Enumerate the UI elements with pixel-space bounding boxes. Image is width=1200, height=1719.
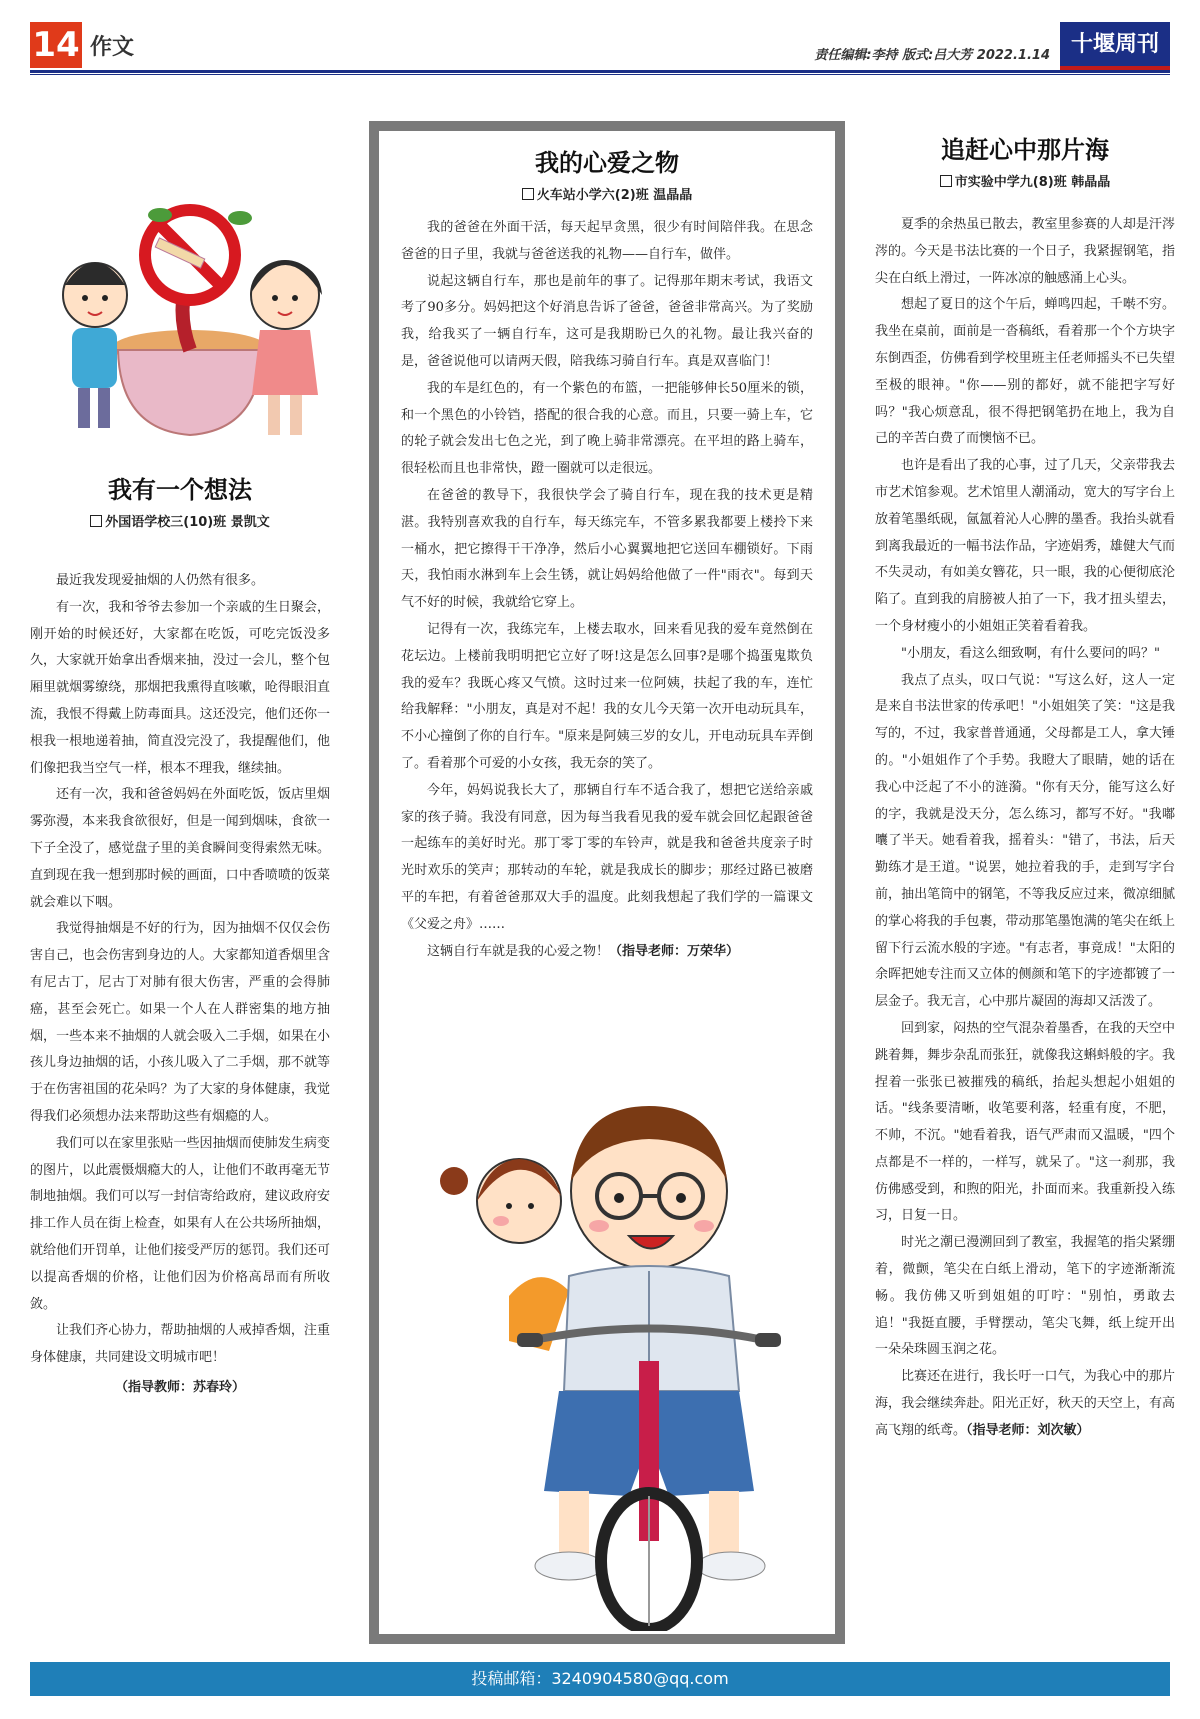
article-byline: 火车站小学六(2)班 温晶晶 [401,184,813,203]
editor-info: 责任编辑:李持 版式:吕大芳 2022.1.14 [814,48,1050,63]
paragraph: 说起这辆自行车，那也是前年的事了。记得那年期末考试，我语文考了90多分。妈妈把这个好消息告诉了爸爸，爸爸非常高兴。为了奖励我，给我买了一辆自行车，这可是我期盼已久的礼物。最让我兴奋的是，爸爸说他可以请两天假，陪我练习骑自行车。真是双喜临门！ [401,273,813,369]
paragraph: 时光之潮已漫溯回到了教室，我握笔的指尖紧绷着，微颤，笔尖在白纸上滑动，笔下的字迹渐渐流畅。我仿佛又听到姐姐的叮咛："别怕，勇敢去追！"我挺直腰，手臂摆动，笔尖飞舞，纸上绽开出一朵朵珠圆玉润之花。 [875,1235,1175,1358]
paragraph: 我的车是红色的，有一个紫色的布篮，一把能够伸长50厘米的锁，和一个黑色的小铃铛，搭配的很合我的心意。而且，只要一骑上车，它的轮子就会发出七色之光，到了晚上骑非常漂亮。在平坦的路上骑车，很轻松而且也非常快，蹬一圈就可以走很远。 [401,380,813,477]
paragraph: 今年，妈妈说我长大了，那辆自行车不适合我了，想把它送给亲戚家的孩子骑。我没有同意，因为每当我看见我的爱车就会回忆起跟爸爸一起练车的美好时光。那丁零丁零的车铃声，就是我和爸爸共度亲子时光时欢乐的笑声；那转动的车轮，就是我成长的脚步；那经过路已被磨平的车把，有着爸爸那双大手的温度。此刻我想起了我们学的一篇课文《父爱之舟》…… [401,782,813,932]
page-number: 14 [30,22,82,68]
header-divider [30,70,1170,73]
paragraph: 有一次，我和爷爷去参加一个亲戚的生日聚会，刚开始的时候还好，大家都在吃饭，可吃完饭没多久，大家就开始拿出香烟来抽，没过一会儿，整个包厢里就烟雾缭绕，那烟把我熏得直咳嗽，呛得眼泪直流，我恨不得戴上防毒面具。这还没完，他们还你一根我一根地递着抽，简直没完没了，我提醒他们，他们像把我当空气一样，根本不理我，继续抽。 [30,599,330,776]
byline-box-icon [940,175,952,187]
article-body [30,568,330,1395]
article-title: 追赶心中那片海 [941,135,1109,164]
paragraph: 我的爸爸在外面干活，每天起早贪黑，很少有时间陪伴我。在思念爸爸的日子里，我就与爸爸送我的礼物——自行车，做伴。 [401,220,813,262]
paragraph: 还有一次，我和爸爸妈妈在外面吃饭，饭店里烟雾弥漫，本来我食欲很好，但是一闻到烟味，食欲一下子全没了，感觉盘子里的美食瞬间变得索然无味。直到现在我一想到那时候的画面，口中香喷喷的饭菜就会难以下咽。 [30,787,330,910]
paragraph: 在爸爸的教导下，我很快学会了骑自行车，现在我的技术更是精湛。我特别喜欢我的自行车，每天练完车，不管多累我都要上楼拎下来一桶水，把它擦得干干净净，然后小心翼翼地把它送回车棚锁好。下雨天，我怕雨水淋到车上会生锈，就让妈妈给他做了一件"雨衣"。每到天气不好的时候，我就给它穿上。 [401,487,813,611]
article-title: 我的心爱之物 [535,148,679,177]
paragraph: 比赛还在进行，我长吁一口气，为我心中的那片海，我会继续奔赴。阳光正好，秋天的天空上，有高高飞翔的纸鸢。（指导老师：刘次敏） [875,1369,1175,1438]
bicycle-illustration [419,1061,819,1631]
section-name: 作文 [90,35,135,60]
page-header [30,22,1170,70]
paragraph: 想起了夏日的这个午后，蝉鸣四起，千啭不穷。我坐在桌前，面前是一沓稿纸，看着那一个个方块字东倒西歪，仿佛看到学校里班主任老师摇头不已失望至极的眼神。"你——别的都好，就不能把字写好吗？"我心烦意乱，很不得把钢笔扔在地上，我为自己的辛苦白费了而懊恼不已。 [875,297,1175,447]
article-byline: 外国语学校三(10)班 景凯文 [30,511,330,530]
paragraph: 回到家，闷热的空气混杂着墨香，在我的天空中跳着舞，舞步杂乱而张狂，就像我这蝌蚪般的字。我捏着一张张已被摧残的稿纸，抬起头想起小姐姐的话。"线条要清晰，收笔要利落，轻重有度，不肥，不帅，不沉。"她看着我，语气严肃而又温暖，"四个点都是不一样的，一样写，就呆了。"这一刹那，我仿佛感受到，和煦的阳光，扑面而来。我重新投入练习，日复一日。 [875,1020,1175,1224]
article-title: 我有一个想法 [108,475,252,504]
byline-box-icon [522,188,534,200]
article-body [875,212,1175,1445]
paragraph: 让我们齐心协力，帮助抽烟的人戒掉香烟，注重身体健康，共同建设文明城市吧！ [30,1323,330,1366]
paragraph: 夏季的余热虽已散去，教室里参赛的人却是汗涔涔的。今天是书法比赛的一个日子，我紧握钢笔，指尖在白纸上滑过，一阵冰凉的触感涌上心头。 [875,217,1175,286]
paragraph: 记得有一次，我练完车，上楼去取水，回来看见我的爱车竟然倒在花坛边。上楼前我明明把它立好了呀!这是怎么回事?是哪个捣蛋鬼欺负我的爱车？我既心疼又气愤。这时过来一位阿姨，扶起了我的车，连忙给我解释："小朋友，真是对不起！我的女儿今天第一次开电动玩具车，不小心撞倒了你的自行车。"原来是阿姨三岁的女儿，开电动玩具车弄倒了。看着那个可爱的小女孩，我无奈的笑了。 [401,621,813,771]
article-byline: 市实验中学九(8)班 韩晶晶 [875,171,1175,190]
middle-article [401,143,813,965]
left-article [30,470,330,1395]
paragraph: 我点了点头，叹口气说："写这么好，这人一定是来自书法世家的传承吧！"小姐姐笑了笑："这是我写的，不过，我家普普通通，父母都是工人，拿大锤的。"小姐姐作了个手势。我瞪大了眼睛，她的话在我心中泛起了不小的涟漪。"你有天分，能写这么好的字，我就是没天分，怎么练习，都写不好。"我嘟囔了半天。她看着我，摇着头："错了，书法，后天勤练才是王道。"说罢，她拉着我的手，走到写字台前，抽出笔筒中的钢笔，不等我反应过来，微凉细腻的掌心将我的手包裹，带动那笔墨饱满的笔尖在纸上留下行云流水般的字迹。"有志者，事竟成！"太阳的余晖把她专注而又立体的侧颜和笔下的字迹都镀了一层金子。我无言，心中那片凝固的海却又活泼了。 [875,672,1175,1010]
paragraph: "小朋友，看这么细致啊，有什么要问的吗？" [901,645,1160,661]
teacher-credit: （指导老师：刘次敏） [966,1422,1090,1438]
header-divider-thin [30,74,1170,75]
paragraph: 这辆自行车就是我的心爱之物！（指导老师：万荣华） [427,943,740,959]
masthead-logo: 十堰周刊 [1060,22,1170,70]
submission-email-bar: 投稿邮箱：3240904580@qq.com [30,1662,1170,1696]
byline-box-icon [90,515,102,527]
right-article [875,130,1175,1445]
teacher-credit: （指导教师：苏春玲） [114,1379,245,1395]
middle-article-box [369,121,845,1644]
paragraph: 我觉得抽烟是不好的行为，因为抽烟不仅仅会伤害自己，也会伤害到身边的人。大家都知道香烟里含有尼古丁，尼古丁对肺有很大伤害，严重的会得肺癌，甚至会死亡。如果一个人在人群密集的地方抽烟，一些本来不抽烟的人就会吸入二手烟，如果在小孩儿身边抽烟的话，小孩儿吸入了二手烟，那不就等于在伤害祖国的花朵吗？为了大家的身体健康，我觉得我们必须想办法来帮助这些有烟瘾的人。 [30,921,330,1124]
teacher-credit: （指导老师：万荣华） [609,943,740,959]
paragraph: 最近我发现爱抽烟的人仍然有很多。 [56,573,265,588]
no-smoking-illustration [40,200,340,470]
paragraph: 我们可以在家里张贴一些因抽烟而使肺发生病变的图片，以此震慑烟瘾大的人，让他们不敢再毫无节制地抽烟。我们可以写一封信寄给政府，建议政府安排工作人员在街上检查，如果有人在公共场所抽烟，就给他们开罚单，让他们接受严厉的惩罚。我们还可以提高香烟的价格，让他们因为价格高昂而有所收敛。 [30,1135,330,1312]
article-body [401,215,813,965]
paragraph: 也许是看出了我的心事，过了几天，父亲带我去市艺术馆参观。艺术馆里人潮涌动，宽大的写字台上放着笔墨纸砚，氤氲着沁人心脾的墨香。我抬头就看到离我最近的一幅书法作品，字迹娟秀，雄健大气而不失灵动，有如美女簪花，只一眼，我的心便彻底沦陷了。直到我的肩膀被人拍了一下，我才扭头望去，一个身材瘦小的小姐姐正笑着看着我。 [875,458,1175,634]
